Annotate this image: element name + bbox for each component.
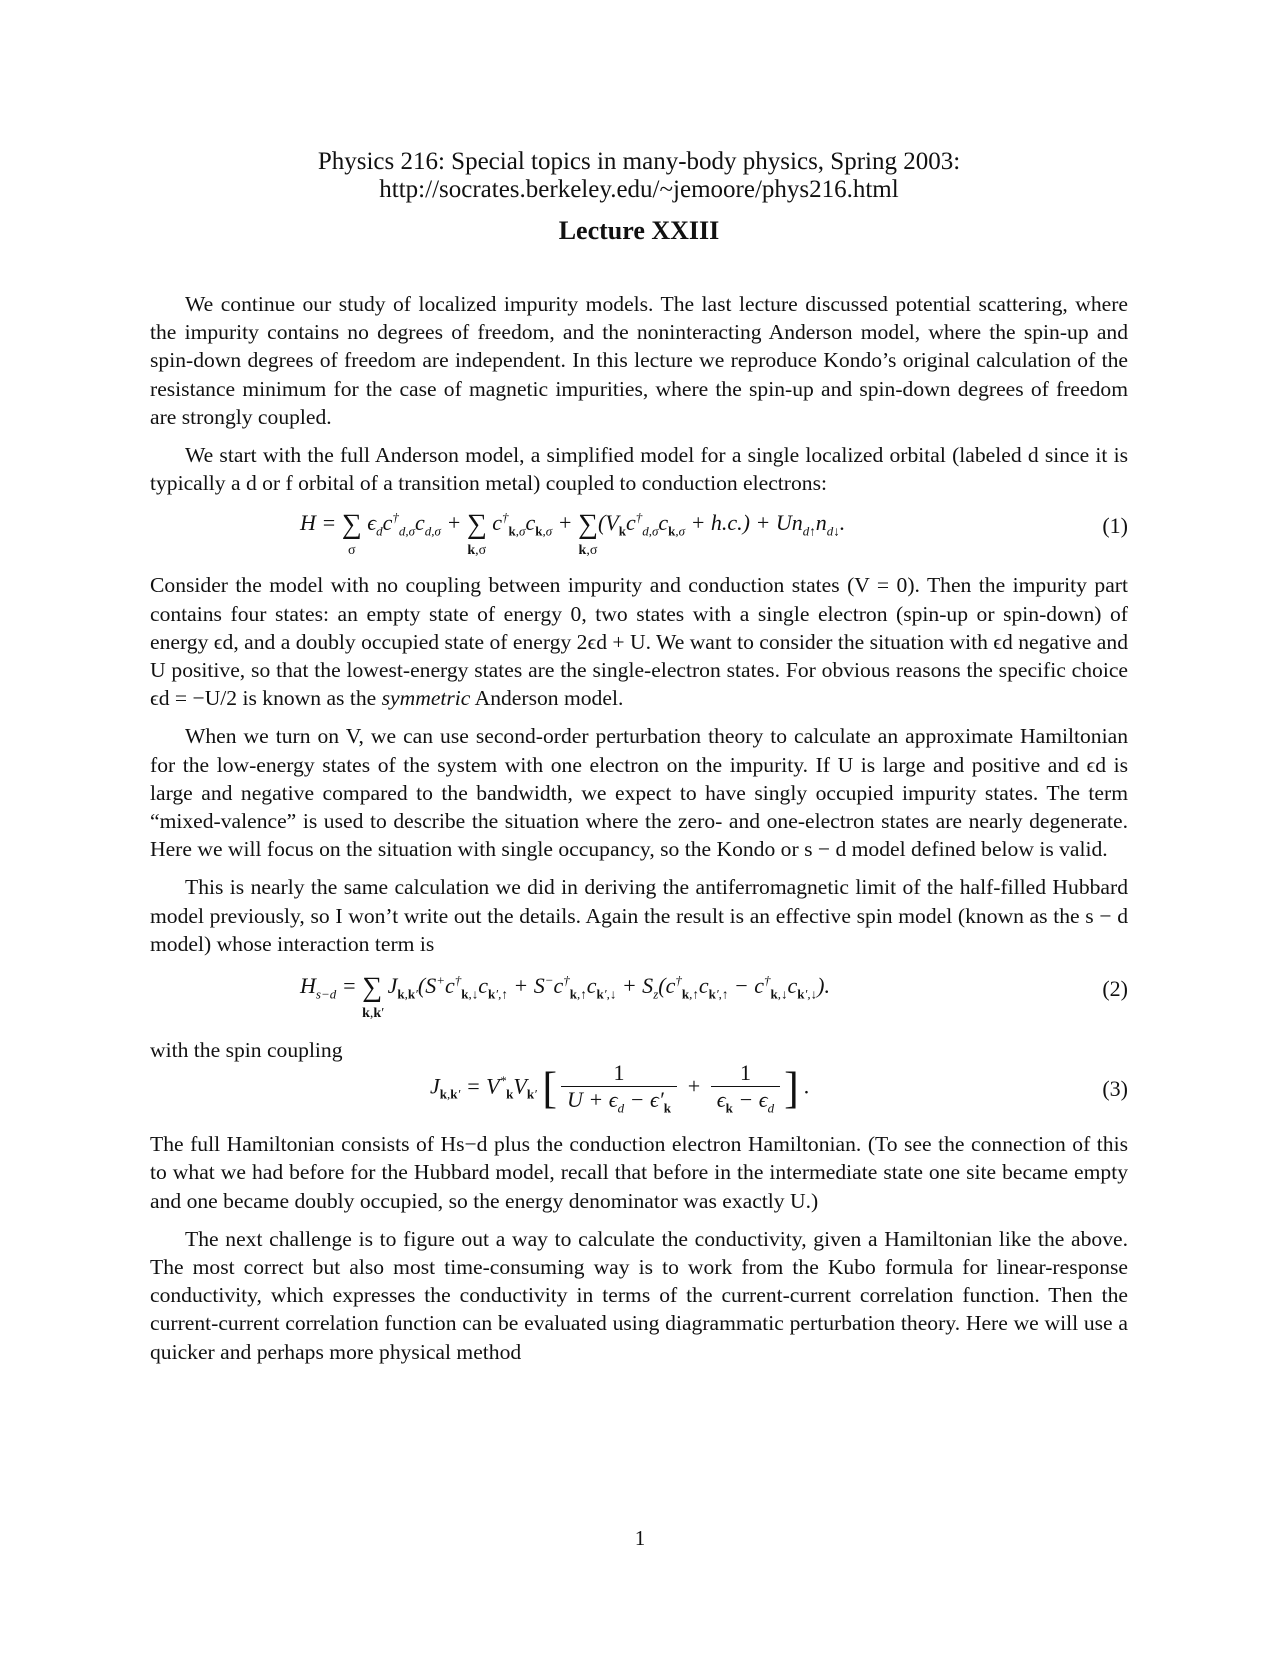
equation-2 [150,966,1128,1036]
paragraph-full-hamiltonian: The full Hamiltonian consists of Hs−d plus the conduction electron Hamiltonian. (To see the connection of this to what we had before for the Hubbard model, recall that before in the intermediate state one site became empty and one became doubly occupied, so the energy denominator was exactly U.) [150,1132,1128,1213]
lecture-title: Lecture XXIII [558,216,720,245]
paragraph-conductivity: The next challenge is to figure out a way to calculate the conductivity, given a Hamiltonian like the above. The most correct but also most time-consuming way is to work from the Kubo formula for linear-response conductivity, which expresses the conductivity in terms of the current-current correlation function. Then the current-current correlation function can be evaluated using diagrammatic perturbation theory. Here we will use a quicker and perhaps more physical method [150,1226,1128,1364]
paragraph-no-coupling [150,571,1128,712]
paper-header [150,148,1128,204]
paper-page [150,0,1128,1366]
equation-1 [150,503,1128,569]
symmetric-term: symmetric [381,686,471,711]
paragraph-sd-model: This is nearly the same calculation we did in deriving the antiferromagnetic limit of the half-filled Hubbard model previously, so I won’t write out the details. Again the result is an effective spin model (known as the s − d model) whose interaction term is [150,875,1128,956]
equation-2-number: (2) [1102,976,1128,1002]
paragraph-spin-coupling: with the spin coupling [150,1038,343,1063]
course-url: http://socrates.berkeley.edu/~jemoore/phys216.html [379,176,899,203]
paragraph-no-coupling-end: Anderson model. [474,686,624,711]
equation-1-body: H = ∑ σ $\epsilon_dc^\dagger_{d,\sigma}c_{d,\sigma}$ + ∑ k,σ $c^\dagger_{k,\sigma}c_{k,\sigma}$ + ∑ k,σ $(V_kc^\dagger_{d,\sigma}c_{k,\sigma} + h.c.) + Un_{d↑}n_{d↓}$. [300,509,846,559]
page-number: 1 [634,1526,646,1550]
paragraph-no-coupling-text: Consider the model with no coupling between impurity and conduction states (V = 0). Then the impurity part contains four states: an empty state of energy 0, two states with a single electron (spin-up or spin-down) of energy ϵd, and a doubly occupied state of energy 2ϵd + U. We want to consider the situation with ϵd negative and U positive, so that the lowest-energy states are the single-electron states. For obvious reasons the specific choice ϵd = −U/2 is known as the [150,573,1128,711]
equation-3 [150,1060,1128,1130]
equation-3-body: $J_{k,k'} = V^*_kV_{k'}$ [ $\frac{1}{U + \epsilon_d - \epsilon'_k}$ + $\frac{1}{\epsilon_k - \epsilon_d}$ ] . [430,1060,810,1116]
course-title: Physics 216: Special topics in many-body physics, Spring 2003: [317,148,961,175]
paragraph-intro: We continue our study of localized impurity models. The last lecture discussed potential scattering, where the impurity contains no degrees of freedom, and the noninteracting Anderson model, where the spin-up and spin-down degrees of freedom are independent. In this lecture we reproduce Kondo’s original calculation of the resistance minimum for the case of magnetic impurities, where the spin-up and spin-down degrees of freedom are strongly coupled. [150,292,1128,429]
equation-1-number: (1) [1102,513,1128,539]
equation-3-number: (3) [1102,1076,1128,1102]
equation-2-body: $H_{s-d}$ = ∑ k,k′ $J_{k,k'}(S^+c^\dagger_{k,↓}c_{k',↑} + S^-c^\dagger_{k,↑}c_{k',↓} + S_z(c^\dagger_{k,↑}c_{k',↑} - c^\dagger_{k,↓}c_{k',↓})$. [300,972,830,1022]
paragraph-anderson: We start with the full Anderson model, a simplified model for a single localized orbital (labeled d since it is typically a d or f orbital of a transition metal) coupled to conduction electrons: [150,443,1128,496]
paragraph-perturbation: When we turn on V, we can use second-order perturbation theory to calculate an approximate Hamiltonian for the low-energy states of the system with one electron on the impurity. If U is large and positive and ϵd is large and negative compared to the bandwidth, we expect to have singly occupied impurity states. The term “mixed-valence” is used to describe the situation where the zero- and one-electron states are nearly degenerate. Here we will focus on the situation with single occupancy, so the Kondo or s − d model defined below is valid. [150,724,1128,862]
